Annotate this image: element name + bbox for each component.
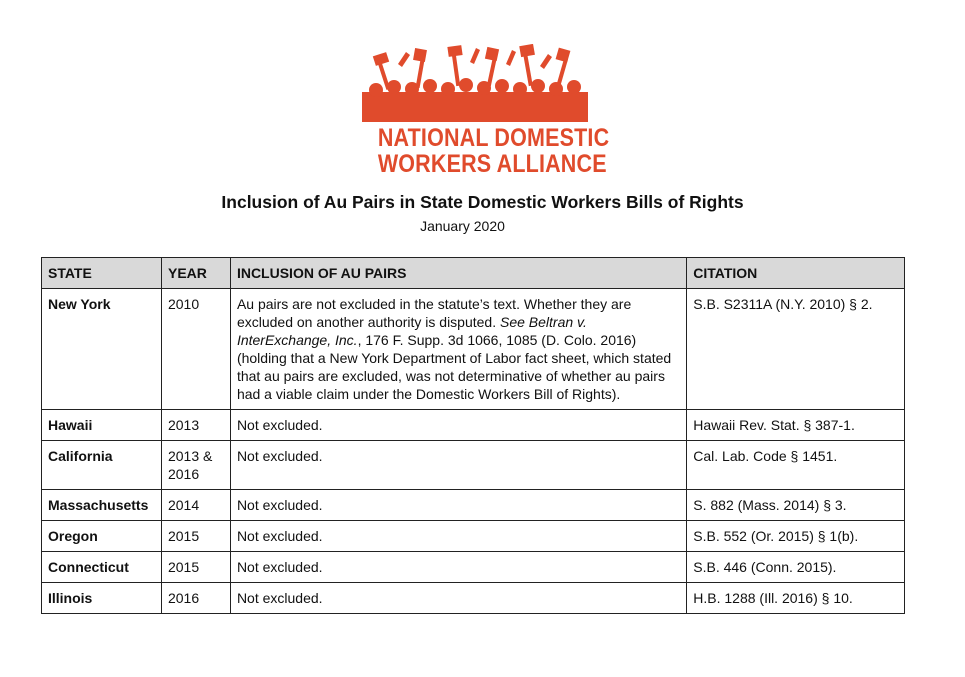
table-row — [42, 410, 905, 441]
state-cell: California — [42, 441, 162, 490]
header-inclusion: INCLUSION OF AU PAIRS — [230, 258, 686, 289]
raised-fists-crowd-graphic — [362, 44, 588, 122]
table-row — [42, 441, 905, 490]
state-cell: Oregon — [42, 521, 162, 552]
citation-cell: Hawaii Rev. Stat. § 387-1. — [687, 410, 905, 441]
organization-logo — [362, 44, 610, 180]
header-year: YEAR — [161, 258, 230, 289]
au-pair-inclusion-table — [41, 257, 905, 614]
inclusion-cell: Not excluded. — [230, 583, 686, 614]
year-cell: 2013 & 2016 — [161, 441, 230, 490]
case-citation-italic: See Beltran v. InterExchange, Inc. — [236, 314, 587, 348]
inclusion-cell: Not excluded. — [230, 490, 686, 521]
inclusion-cell: Not excluded. — [230, 552, 686, 583]
inclusion-cell — [230, 289, 686, 410]
state-cell: New York — [42, 289, 162, 410]
document-title: Inclusion of Au Pairs in State Domestic Workers Bills of Rights — [221, 192, 744, 212]
inclusion-cell: Not excluded. — [230, 441, 686, 490]
header-state: STATE — [42, 258, 162, 289]
table-row — [42, 521, 905, 552]
year-cell: 2014 — [161, 490, 230, 521]
year-cell: 2015 — [161, 521, 230, 552]
table-header-row — [42, 258, 905, 289]
inclusion-cell: Not excluded. — [230, 410, 686, 441]
year-cell: 2015 — [161, 552, 230, 583]
state-cell: Hawaii — [42, 410, 162, 441]
table-row — [42, 552, 905, 583]
logo-text-line-1: NATIONAL DOMESTIC — [377, 124, 610, 152]
state-cell: Massachusetts — [42, 490, 162, 521]
citation-cell: S. 882 (Mass. 2014) § 3. — [687, 490, 905, 521]
state-cell: Illinois — [42, 583, 162, 614]
table-row — [42, 490, 905, 521]
year-cell: 2016 — [161, 583, 230, 614]
document-date: January 2020 — [420, 218, 505, 234]
state-cell: Connecticut — [42, 552, 162, 583]
citation-cell: H.B. 1288 (Ill. 2016) § 10. — [687, 583, 905, 614]
inclusion-cell: Not excluded. — [230, 521, 686, 552]
citation-cell: S.B. 552 (Or. 2015) § 1(b). — [687, 521, 905, 552]
citation-cell: S.B. S2311A (N.Y. 2010) § 2. — [687, 289, 905, 410]
year-cell: 2013 — [161, 410, 230, 441]
year-cell: 2010 — [161, 289, 230, 410]
header-citation: CITATION — [687, 258, 905, 289]
logo-text-line-2: WORKERS ALLIANCE — [377, 150, 607, 178]
inclusion-text: Au pairs are not excluded in the statute’s text. Whether they are excluded on another authority is disputed. — [236, 296, 632, 330]
table-row — [42, 583, 905, 614]
inclusion-text-continued: , 176 F. Supp. 3d 1066, 1085 (D. Colo. 2016) (holding that a New York Department of Labor fact sheet, which stated that au pairs are excluded, was not determinative of whether au pairs had a viable claim under the Domestic Workers Bill of Rights). — [236, 332, 672, 402]
citation-cell: Cal. Lab. Code § 1451. — [687, 441, 905, 490]
citation-cell: S.B. 446 (Conn. 2015). — [687, 552, 905, 583]
table-row — [42, 289, 905, 410]
